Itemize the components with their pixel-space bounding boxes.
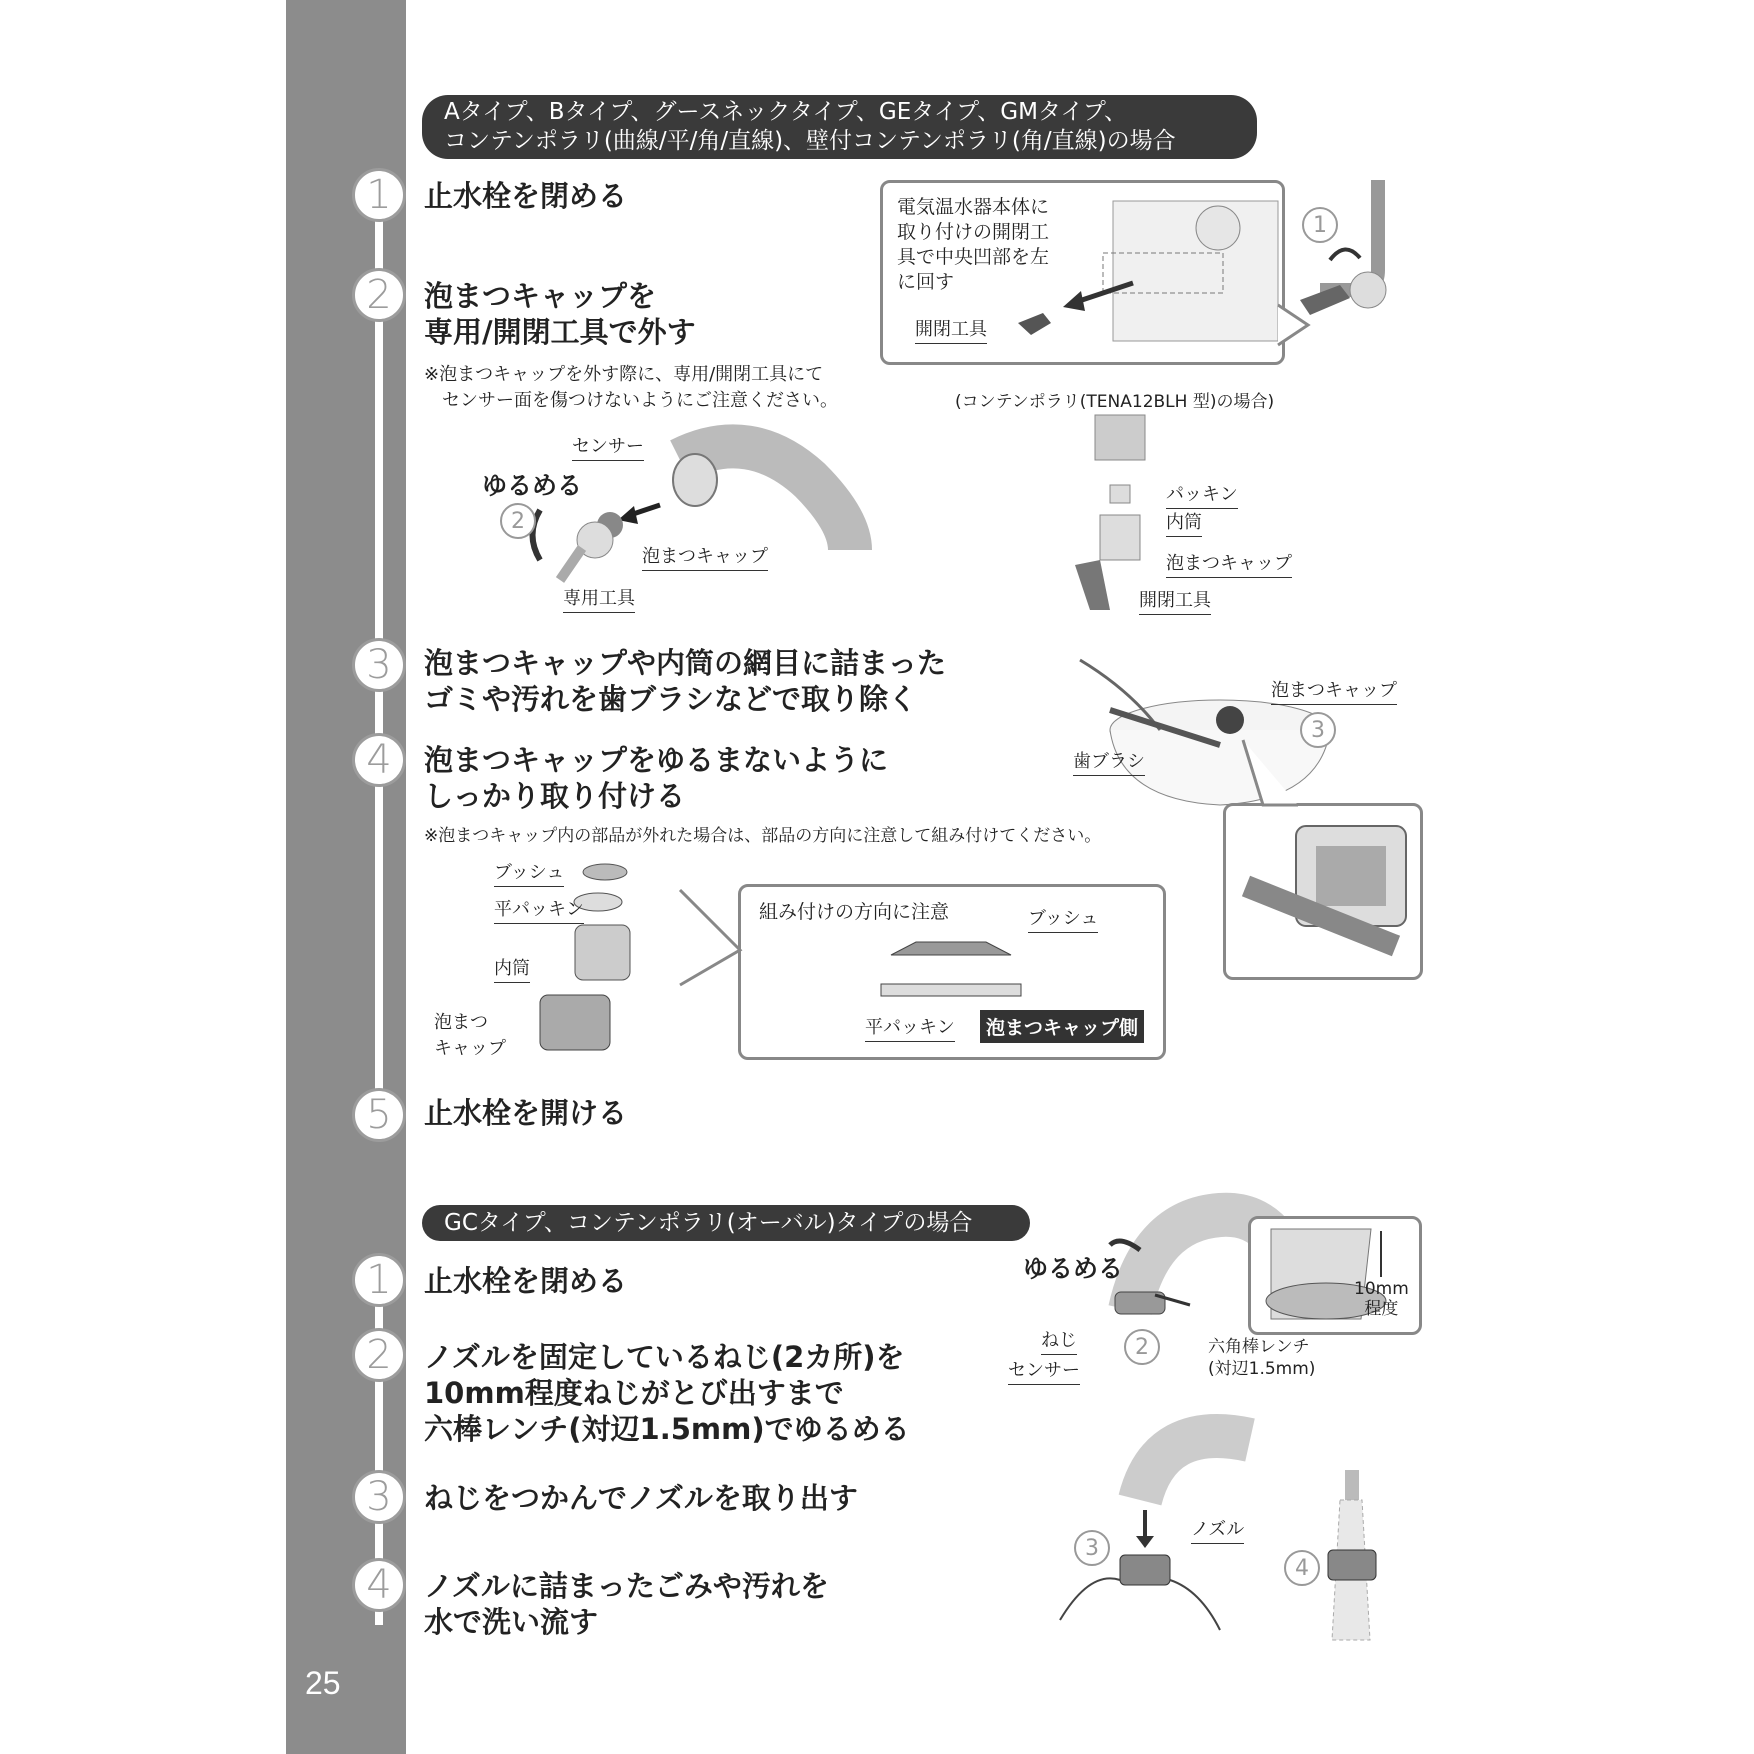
fig-loosen-label: ゆるめる — [482, 471, 583, 500]
step-b1-text: 止水栓を閉める — [424, 1264, 628, 1298]
section-b-banner: GCタイプ、コンテンポラリ(オーバル)タイプの場合 — [422, 1205, 1030, 1241]
callout-heater — [880, 180, 1285, 365]
fig-nozzle-badge4: 4 — [1284, 1550, 1320, 1586]
assembly-illustration — [520, 860, 640, 1060]
callout-direction-cap-side: 泡まつキャップ側 — [980, 1010, 1144, 1043]
fig-brush-brush: 歯ブラシ — [1073, 747, 1145, 776]
fig-oval-badge: 2 — [1124, 1329, 1160, 1365]
step-b3-number: 3 — [352, 1470, 406, 1524]
step-b4-text: ノズルに詰まったごみや汚れを 水で洗い流す — [424, 1569, 829, 1639]
callout-heater-text: 電気温水器本体に 取り付けの開閉工 具で中央凹部を左 に回す — [897, 196, 1050, 293]
step-a2-note: ※泡まつキャップを外す際に、専用/開閉工具にて センサー面を傷つけないようにご注意ください。 — [424, 364, 838, 411]
fig-loosen-tool: 専用工具 — [563, 584, 635, 613]
heater-step-badge: 1 — [1302, 207, 1338, 243]
step-a5-number: 5 — [352, 1088, 406, 1142]
fig-oval-mm: 10mm 程度 — [1354, 1279, 1409, 1319]
fig-parts-cap: 泡まつキャップ — [1166, 549, 1292, 578]
fig-assembly-bush: ブッシュ — [494, 858, 564, 887]
step-b1-number: 1 — [352, 1253, 406, 1307]
section-a-banner-line1: Aタイプ、Bタイプ、グースネックタイプ、GEタイプ、GMタイプ、 — [444, 99, 1127, 125]
step-b2-number: 2 — [352, 1328, 406, 1382]
step-a3-number: 3 — [352, 638, 406, 692]
fig-oval-wrench: 六角棒レンチ (対辺1.5mm) — [1208, 1337, 1316, 1379]
parts-illustration — [1070, 415, 1180, 615]
step-a4-text: 泡まつキャップをゆるまないように しっかり取り付ける — [424, 743, 889, 813]
callout-heater-tool-label: 開閉工具 — [915, 315, 987, 344]
step-a3-text: 泡まつキャップや内筒の網目に詰まった ゴミや汚れを歯ブラシなどで取り除く — [424, 646, 947, 716]
step-a5-text: 止水栓を開ける — [424, 1096, 628, 1130]
fig-oval-screw: ねじ — [1041, 1326, 1077, 1355]
fig-loosen-cap: 泡まつキャップ — [642, 542, 768, 571]
step-a4-number: 4 — [352, 733, 406, 787]
section-a-banner-line2: コンテンポラリ(曲線/平/角/直線)、壁付コンテンポラリ(角/直線)の場合 — [444, 128, 1176, 154]
step-a1-number: 1 — [352, 168, 406, 222]
contemporary-caption: (コンテンポラリ(TENA12BLH 型)の場合) — [955, 392, 1275, 412]
fig-oval-sensor: センサー — [1008, 1356, 1080, 1385]
fig-assembly-flat-packing: 平パッキン — [494, 895, 584, 924]
step-b4-number: 4 — [352, 1558, 406, 1612]
fig-assembly-cap: 泡まつ キャップ — [434, 1012, 506, 1059]
fig-parts-tool: 開閉工具 — [1139, 586, 1211, 615]
step-b2-text: ノズルを固定しているねじ(2カ所)を 10mm程度ねじがとび出すまで 六棒レンチ(対辺1.5mm)でゆるめる — [424, 1340, 910, 1446]
fig-assembly-inner: 内筒 — [494, 954, 530, 983]
heater-illustration — [883, 183, 1288, 368]
loosen-cap-illustration — [500, 430, 860, 610]
callout-direction-pointer — [680, 890, 750, 990]
fig-loosen-sensor: センサー — [572, 432, 644, 461]
fig-nozzle-badge3: 3 — [1074, 1530, 1110, 1566]
brush-zoom-illustration — [1226, 806, 1426, 983]
brush-zoom-callout — [1223, 803, 1423, 980]
fig-parts-packing: パッキン — [1166, 480, 1238, 509]
callout-direction-flat-packing: 平パッキン — [865, 1013, 955, 1042]
step-a4-note: ※泡まつキャップ内の部品が外れた場合は、部品の方向に注意して組み付けてください。 — [424, 826, 1102, 846]
callout-direction-title: 組み付けの方向に注意 — [759, 901, 950, 923]
fig-nozzle-label: ノズル — [1191, 1515, 1244, 1544]
fig-loosen-badge: 2 — [500, 503, 536, 539]
fig-oval-loosen: ゆるめる — [1023, 1254, 1124, 1283]
callout-direction-bush: ブッシュ — [1028, 904, 1098, 933]
oval-zoom-callout — [1248, 1216, 1422, 1335]
step-b3-text: ねじをつかんでノズルを取り出す — [424, 1481, 858, 1515]
step-a2-number: 2 — [352, 268, 406, 322]
fig-brush-cap: 泡まつキャップ — [1271, 676, 1397, 705]
fig-parts-inner: 内筒 — [1166, 508, 1202, 537]
step-a2-text: 泡まつキャップを 専用/開閉工具で外す — [424, 279, 696, 349]
brush-zoom-pointer — [1223, 740, 1303, 800]
section-a-banner — [422, 95, 1257, 159]
page-number: 25 — [305, 1665, 341, 1701]
step-a1-text: 止水栓を閉める — [424, 179, 628, 213]
fig-brush-badge: 3 — [1300, 712, 1336, 748]
